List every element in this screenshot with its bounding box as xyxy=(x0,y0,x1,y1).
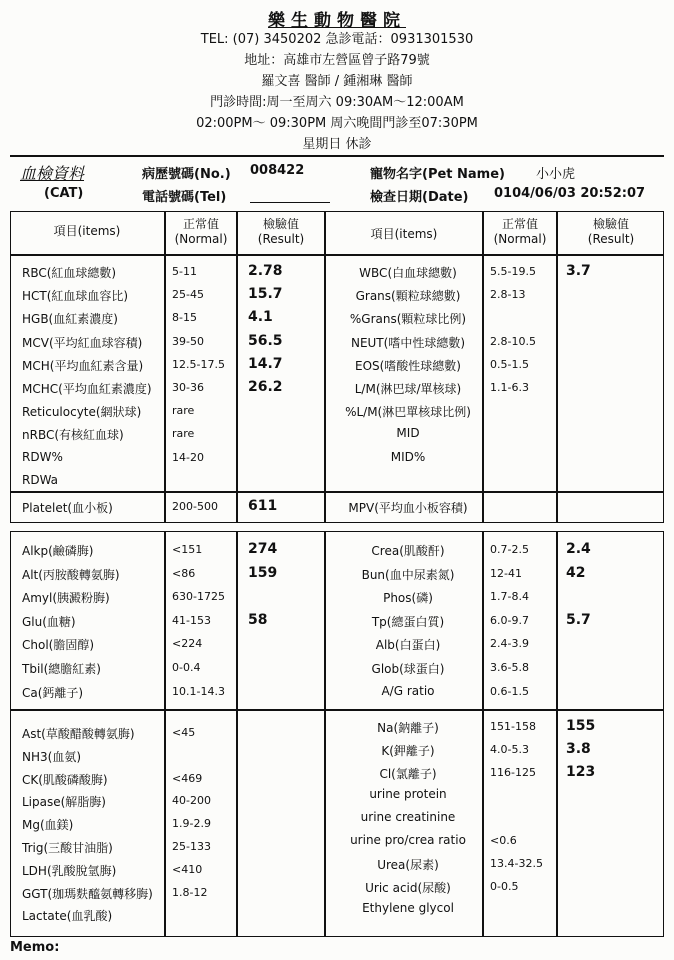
col-header-items: 項目(items) xyxy=(53,224,121,238)
lab-item-result: 5.7 xyxy=(566,612,591,628)
header-divider xyxy=(10,155,664,157)
lab-item-name: nRBC(有核紅血球) xyxy=(22,428,124,442)
lab-item-result: 274 xyxy=(248,541,278,557)
report-subtitle: (CAT) xyxy=(44,186,84,201)
lab-item-name: NH3(血氨) xyxy=(22,750,81,764)
lab-item-name: Alt(丙胺酸轉氨脢) xyxy=(22,568,120,582)
lab-item-name: MID xyxy=(396,426,420,440)
lab-item-normal: 41-153 xyxy=(172,614,211,627)
lab-item-name: Alb(白蛋白) xyxy=(375,638,441,652)
col-divider xyxy=(164,211,166,523)
lab-item-result: 3.7 xyxy=(566,263,591,279)
col-divider xyxy=(164,531,166,937)
lab-item-name: %L/M(淋巴單核球比例) xyxy=(345,405,471,419)
lab-item-normal: <0.6 xyxy=(490,834,517,847)
lab-item-normal: 2.4-3.9 xyxy=(490,637,529,650)
col-divider xyxy=(556,211,558,523)
lab-item-normal: 1.8-12 xyxy=(172,886,208,899)
exam-date: 0104/06/03 20:52:07 xyxy=(494,186,646,201)
col-divider xyxy=(236,211,238,523)
chem-divider xyxy=(10,709,664,711)
lab-item-name: Ethylene glycol xyxy=(362,901,454,915)
lab-item-result: 3.8 xyxy=(566,741,591,757)
lab-item-name: HCT(紅血球血容比) xyxy=(22,289,129,303)
lab-item-result: 58 xyxy=(248,612,268,628)
lab-item-normal: 39-50 xyxy=(172,335,204,348)
lab-item-name: urine pro/crea ratio xyxy=(350,833,466,847)
platelet-normal: 200-500 xyxy=(172,500,218,513)
col-header-items-right: 項目(items) xyxy=(370,227,438,241)
lab-item-name: Lactate(血乳酸) xyxy=(22,909,113,923)
lab-item-result: 56.5 xyxy=(248,333,283,349)
col-divider xyxy=(236,531,238,937)
lab-item-normal: 30-36 xyxy=(172,381,204,394)
lab-item-normal: 0-0.5 xyxy=(490,880,519,893)
lab-item-normal: 12-41 xyxy=(490,567,522,580)
lab-item-name: RDWa xyxy=(22,473,59,487)
lab-item-name: A/G ratio xyxy=(381,684,435,698)
lab-item-name: Glob(球蛋白) xyxy=(371,662,445,676)
lab-item-name: Ca(鈣離子) xyxy=(22,686,84,700)
lab-item-name: Grans(顆粒球總數) xyxy=(355,289,461,303)
lab-item-name: Cl(氯離子) xyxy=(379,767,437,781)
lab-item-result: 42 xyxy=(566,565,586,581)
clinic-hours-3: 星期日 休診 xyxy=(302,137,372,152)
pet-name-label: 寵物名字(Pet Name) xyxy=(370,167,505,182)
lab-item-result: 155 xyxy=(566,718,596,734)
col-header-normal-right: 正常值 (Normal) xyxy=(493,217,547,246)
platelet-result: 611 xyxy=(248,498,278,514)
platelet-divider xyxy=(10,491,664,493)
pet-name: 小小虎 xyxy=(536,167,576,182)
lab-item-name: WBC(白血球總數) xyxy=(359,266,457,280)
lab-item-name: Trig(三酸甘油脂) xyxy=(22,841,113,855)
lab-item-normal: 3.6-5.8 xyxy=(490,661,529,674)
lab-item-name: Alkp(鹼磷脢) xyxy=(22,544,94,558)
phone-blank-line xyxy=(250,202,330,203)
lab-item-name: EOS(嗜酸性球總數) xyxy=(354,359,461,373)
record-no-label: 病歷號碼(No.) xyxy=(142,167,231,182)
lab-item-normal: 1.9-2.9 xyxy=(172,817,211,830)
lab-item-normal: <469 xyxy=(172,772,203,785)
lab-item-normal: 1.7-8.4 xyxy=(490,590,529,603)
phone-label: 電話號碼(Tel) xyxy=(142,190,227,205)
lab-item-name: %Grans(顆粒球比例) xyxy=(349,312,467,326)
col-divider xyxy=(556,531,558,937)
clinic-hours-1: 門診時間:周一至周六 09:30AM～12:00AM xyxy=(210,95,464,110)
lab-item-normal: 630-1725 xyxy=(172,590,225,603)
lab-item-normal: rare xyxy=(172,404,195,417)
lab-item-result: 14.7 xyxy=(248,356,283,372)
lab-item-name: RBC(紅血球總數) xyxy=(22,266,117,280)
lab-item-normal: 5.5-19.5 xyxy=(490,265,536,278)
lab-item-normal: 25-45 xyxy=(172,288,204,301)
lab-item-normal: 8-15 xyxy=(172,311,197,324)
lab-item-normal: rare xyxy=(172,427,195,440)
lab-item-name: Phos(磷) xyxy=(383,591,433,605)
lab-item-normal: 5-11 xyxy=(172,265,197,278)
report-title: 血檢資料 xyxy=(20,164,85,183)
col-header-result-right: 檢驗值 (Result) xyxy=(587,217,635,246)
lab-item-normal: 2.8-13 xyxy=(490,288,526,301)
lab-item-normal: 116-125 xyxy=(490,766,536,779)
table-header-divider xyxy=(10,254,664,256)
mpv-name: MPV(平均血小板容積) xyxy=(348,501,468,515)
lab-item-name: MCV(平均紅血球容積) xyxy=(22,336,143,350)
lab-item-name: Glu(血糖) xyxy=(22,615,76,629)
lab-item-name: CK(肌酸磷酸脢) xyxy=(22,773,108,787)
lab-item-result: 123 xyxy=(566,764,596,780)
lab-item-name: Tp(總蛋白質) xyxy=(371,615,445,629)
clinic-hours-2: 02:00PM～ 09:30PM 周六晚間門診至07:30PM xyxy=(196,116,478,131)
lab-item-normal: 12.5-17.5 xyxy=(172,358,225,371)
lab-item-normal: 4.0-5.3 xyxy=(490,743,529,756)
lab-item-normal: 0-0.4 xyxy=(172,661,201,674)
lab-item-result: 15.7 xyxy=(248,286,283,302)
memo-label: Memo: xyxy=(10,940,60,955)
lab-item-normal: 6.0-9.7 xyxy=(490,614,529,627)
lab-item-normal: <410 xyxy=(172,863,203,876)
lab-item-normal: <151 xyxy=(172,543,203,556)
lab-item-name: Lipase(解脂脢) xyxy=(22,795,106,809)
lab-item-normal: 14-20 xyxy=(172,451,204,464)
lab-item-normal: 13.4-32.5 xyxy=(490,857,543,870)
lab-item-normal: 25-133 xyxy=(172,840,211,853)
clinic-address: 地址：高雄市左營區曾子路79號 xyxy=(244,53,430,68)
lab-item-result: 2.4 xyxy=(566,541,591,557)
lab-item-normal: 1.1-6.3 xyxy=(490,381,529,394)
lab-item-name: Mg(血鎂) xyxy=(22,818,74,832)
lab-item-normal: <45 xyxy=(172,726,196,739)
lab-item-name: urine protein xyxy=(369,787,447,801)
lab-item-name: Urea(尿素) xyxy=(377,858,439,872)
clinic-name: 樂生動物醫院 xyxy=(268,11,406,31)
lab-item-name: Reticulocyte(網狀球) xyxy=(22,405,142,419)
lab-item-name: LDH(乳酸脫氫脢) xyxy=(22,864,117,878)
date-label: 檢查日期(Date) xyxy=(370,190,469,205)
lab-item-name: Chol(膽固醇) xyxy=(22,638,95,652)
lab-item-result: 26.2 xyxy=(248,379,283,395)
col-header-result: 檢驗值 (Result) xyxy=(257,217,305,246)
lab-item-normal: 0.5-1.5 xyxy=(490,358,529,371)
lab-item-name: RDW% xyxy=(22,450,63,464)
lab-item-normal: 10.1-14.3 xyxy=(172,685,225,698)
lab-item-result: 2.78 xyxy=(248,263,283,279)
lab-item-name: Tbil(總膽紅素) xyxy=(22,662,101,676)
lab-item-normal: 151-158 xyxy=(490,720,536,733)
lab-item-name: Na(鈉離子) xyxy=(377,721,439,735)
lab-item-normal: 0.6-1.5 xyxy=(490,685,529,698)
lab-item-name: K(鉀離子) xyxy=(381,744,435,758)
lab-item-name: L/M(淋巴球/單核球) xyxy=(354,382,462,396)
col-divider xyxy=(324,531,326,937)
lab-item-name: Ast(草酸醋酸轉氨脢) xyxy=(22,727,135,741)
lab-item-name: HGB(血紅素濃度) xyxy=(22,312,118,326)
lab-item-name: MID% xyxy=(390,450,426,464)
lab-item-normal: 2.8-10.5 xyxy=(490,335,536,348)
lab-item-result: 4.1 xyxy=(248,309,273,325)
lab-item-name: urine creatinine xyxy=(360,810,456,824)
lab-item-normal: 40-200 xyxy=(172,794,211,807)
lab-item-name: MCHC(平均血紅素濃度) xyxy=(22,382,152,396)
lab-item-normal: 0.7-2.5 xyxy=(490,543,529,556)
lab-item-name: GGT(珈瑪麩醯氨轉移脢) xyxy=(22,887,153,901)
lab-item-normal: <224 xyxy=(172,637,203,650)
lab-item-normal: <86 xyxy=(172,567,196,580)
lab-item-result: 159 xyxy=(248,565,278,581)
record-no: 008422 xyxy=(250,163,305,178)
lab-item-name: MCH(平均血紅素含量) xyxy=(22,359,144,373)
lab-item-name: Crea(肌酸酐) xyxy=(371,544,445,558)
clinic-tel: TEL: (07) 3450202 急診電話：0931301530 xyxy=(200,32,474,47)
lab-item-name: NEUT(嗜中性球總數) xyxy=(350,336,466,350)
clinic-doctors: 羅文喜 醫師 / 鍾湘琳 醫師 xyxy=(261,74,413,89)
col-header-normal: 正常值 (Normal) xyxy=(174,217,228,246)
lab-item-name: Uric acid(尿酸) xyxy=(365,881,451,895)
lab-item-name: Amyl(胰澱粉脢) xyxy=(22,591,110,605)
col-divider xyxy=(324,211,326,523)
platelet-name: Platelet(血小板) xyxy=(22,501,113,515)
lab-item-name: Bun(血中尿素氮) xyxy=(361,568,455,582)
